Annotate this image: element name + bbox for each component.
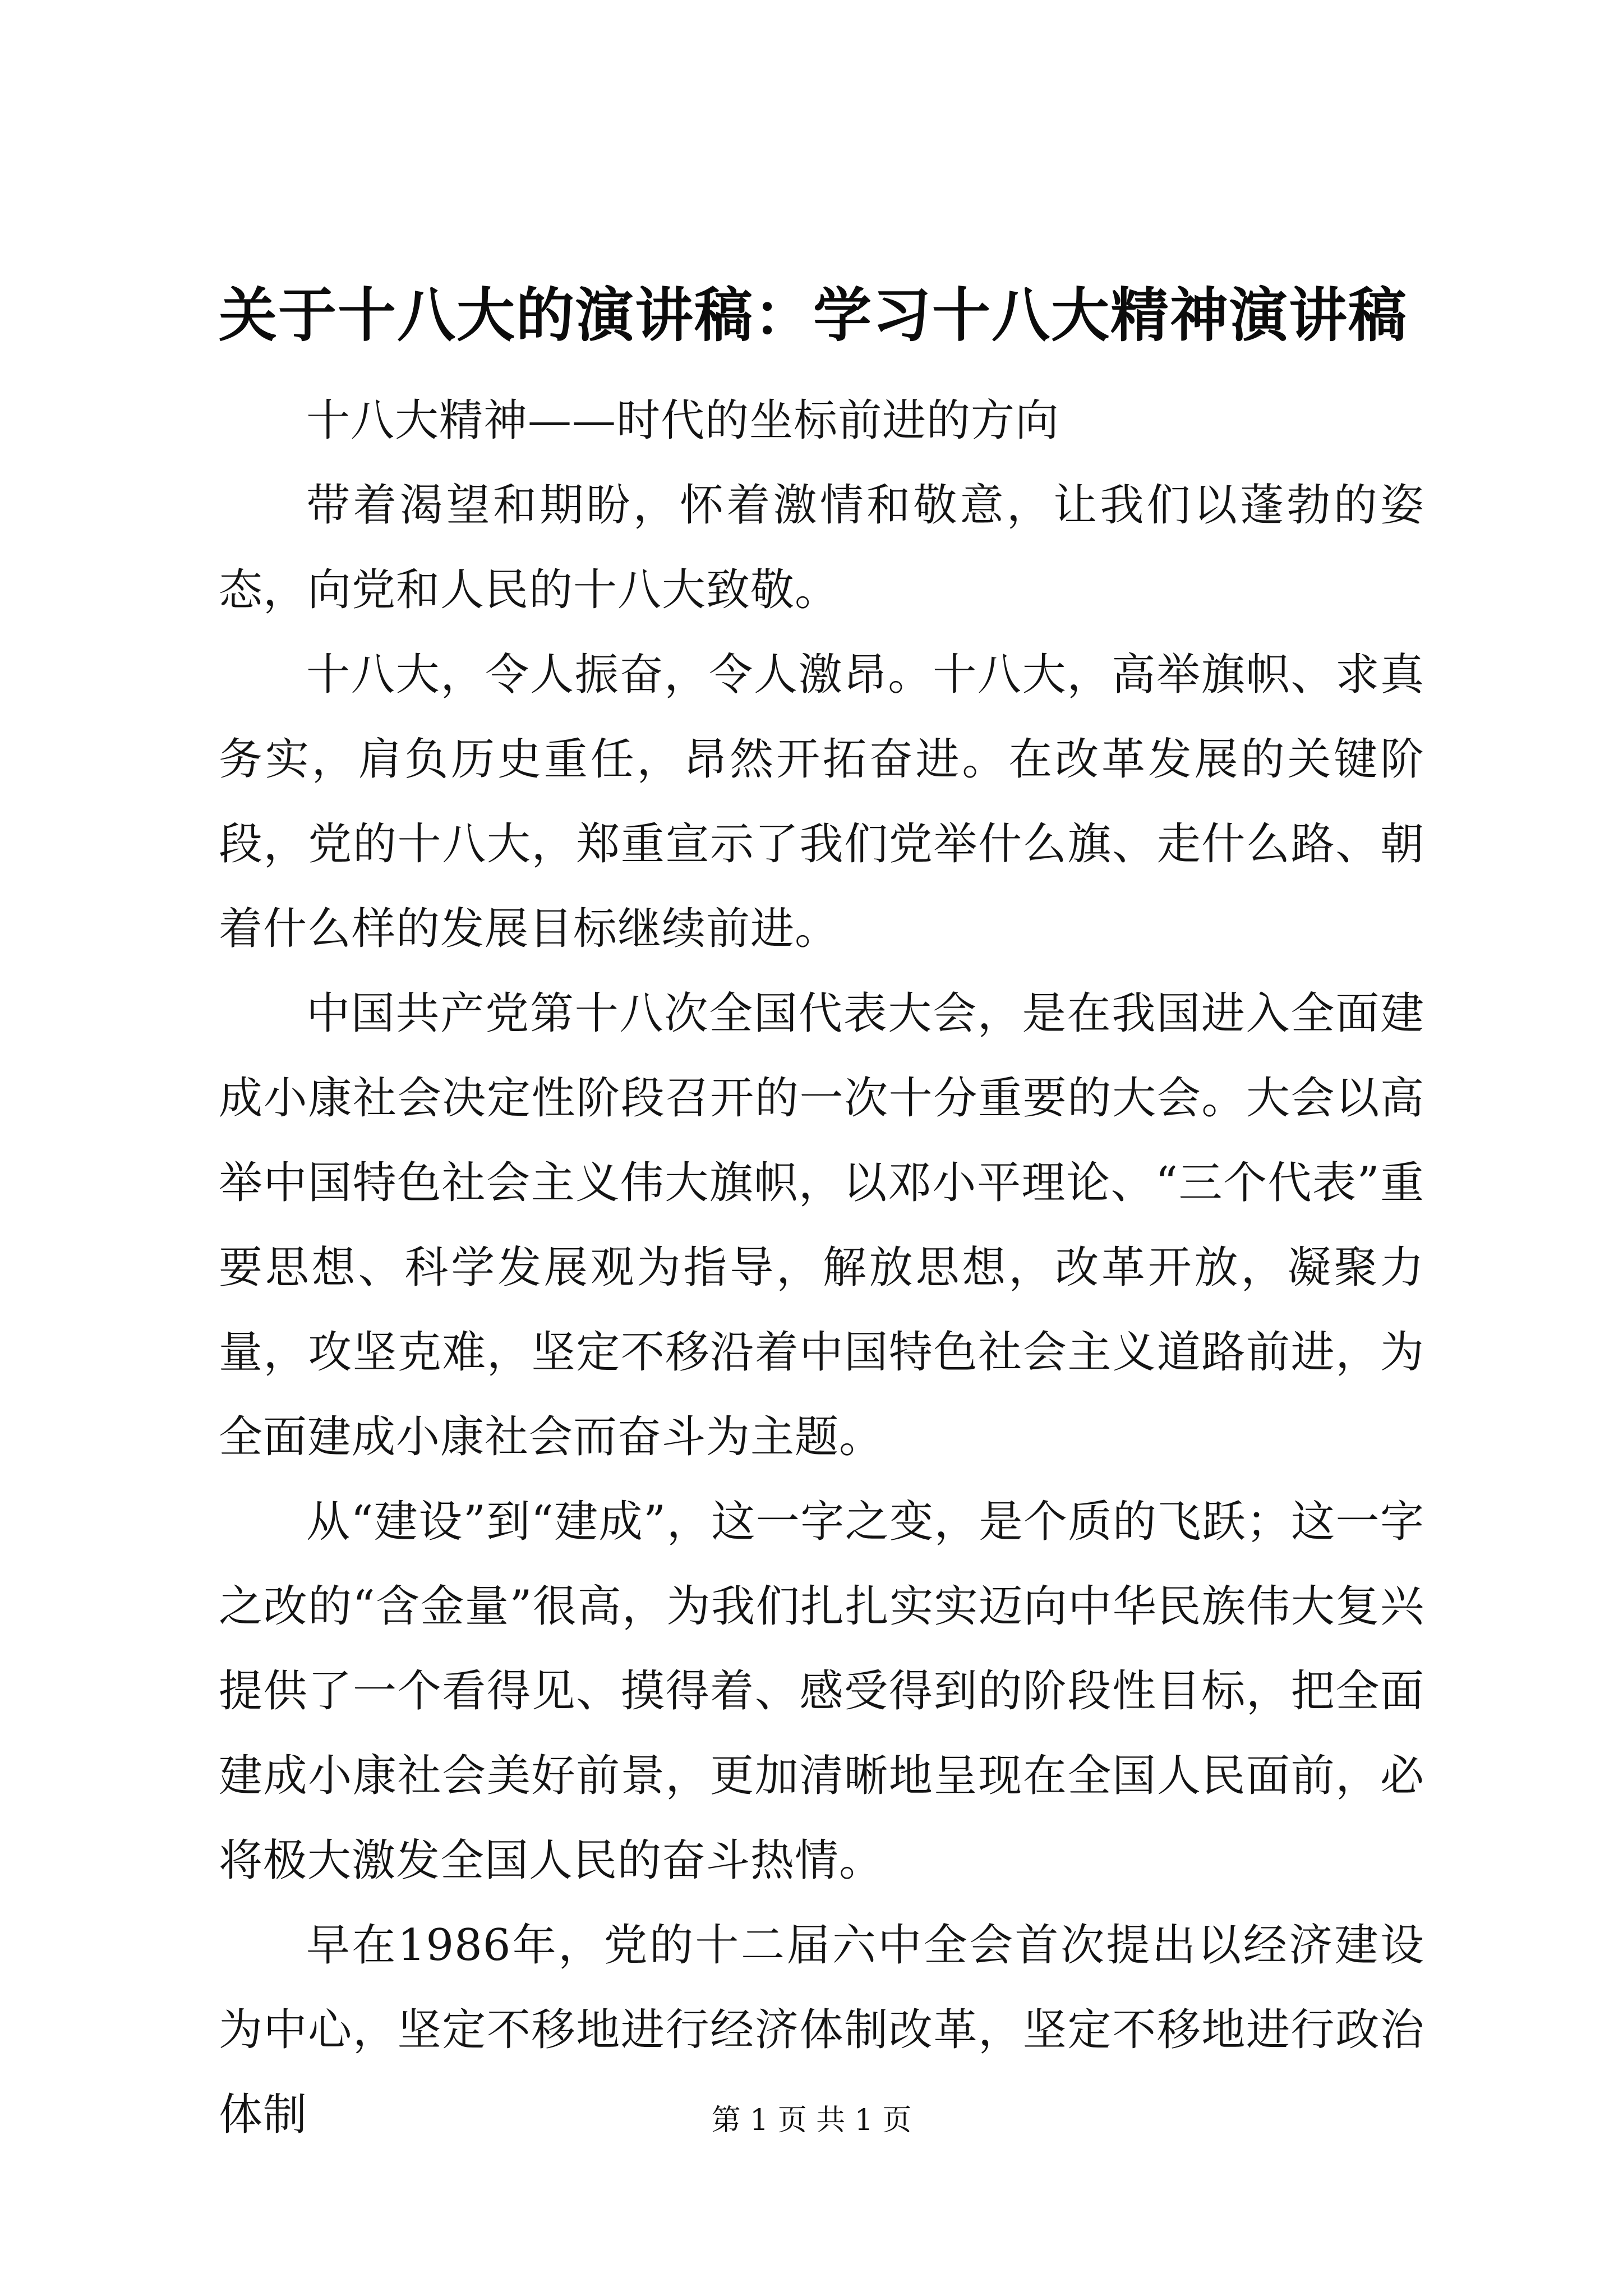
paragraph: 带着渴望和期盼，怀着激情和敬意，让我们以蓬勃的姿态，向党和人民的十八大致敬。 <box>219 480 1424 615</box>
paragraph: 从“建设”到“建成”，这一字之变，是个质的飞跃；这一字之改的“含金量”很高，为我们扎扎实实迈向中华民族伟大复兴提供了一个看得见、摸得着、感受得到的阶段性目标，把全面建成小康社会美好前景，更加清晰地呈现在全国人民面前，必将极大激发全国人民的奋斗热情。 <box>219 1497 1424 1886</box>
document-body <box>219 379 1424 2157</box>
document-title: 关于十八大的演讲稿：学习十八大精神演讲稿 <box>219 280 1408 349</box>
paragraph-subtitle: 十八大精神——时代的坐标前进的方向 <box>306 395 1060 446</box>
paragraph: 十八大，令人振奋，令人激昂。十八大，高举旗帜、求真务实，肩负历史重任，昂然开拓奋进。在改革发展的关键阶段，党的十八大，郑重宣示了我们党举什么旗、走什么路、朝着什么样的发展目标继续前进。 <box>219 650 1424 954</box>
paragraph: 早在1986年，党的十二届六中全会首次提出以经济建设为中心，坚定不移地进行经济体制改革，坚定不移地进行政治体制 <box>219 1920 1424 2140</box>
page-footer: 第 1 页 共 1 页 <box>711 2104 912 2137</box>
paragraph: 中国共产党第十八次全国代表大会，是在我国进入全面建成小康社会决定性阶段召开的一次十分重要的大会。大会以高举中国特色社会主义伟大旗帜，以邓小平理论、“三个代表”重要思想、科学发展观为指导，解放思想，改革开放，凝聚力量，攻坚克难，坚定不移沿着中国特色社会主义道路前进，为全面建成小康社会而奋斗为主题。 <box>219 988 1424 1462</box>
